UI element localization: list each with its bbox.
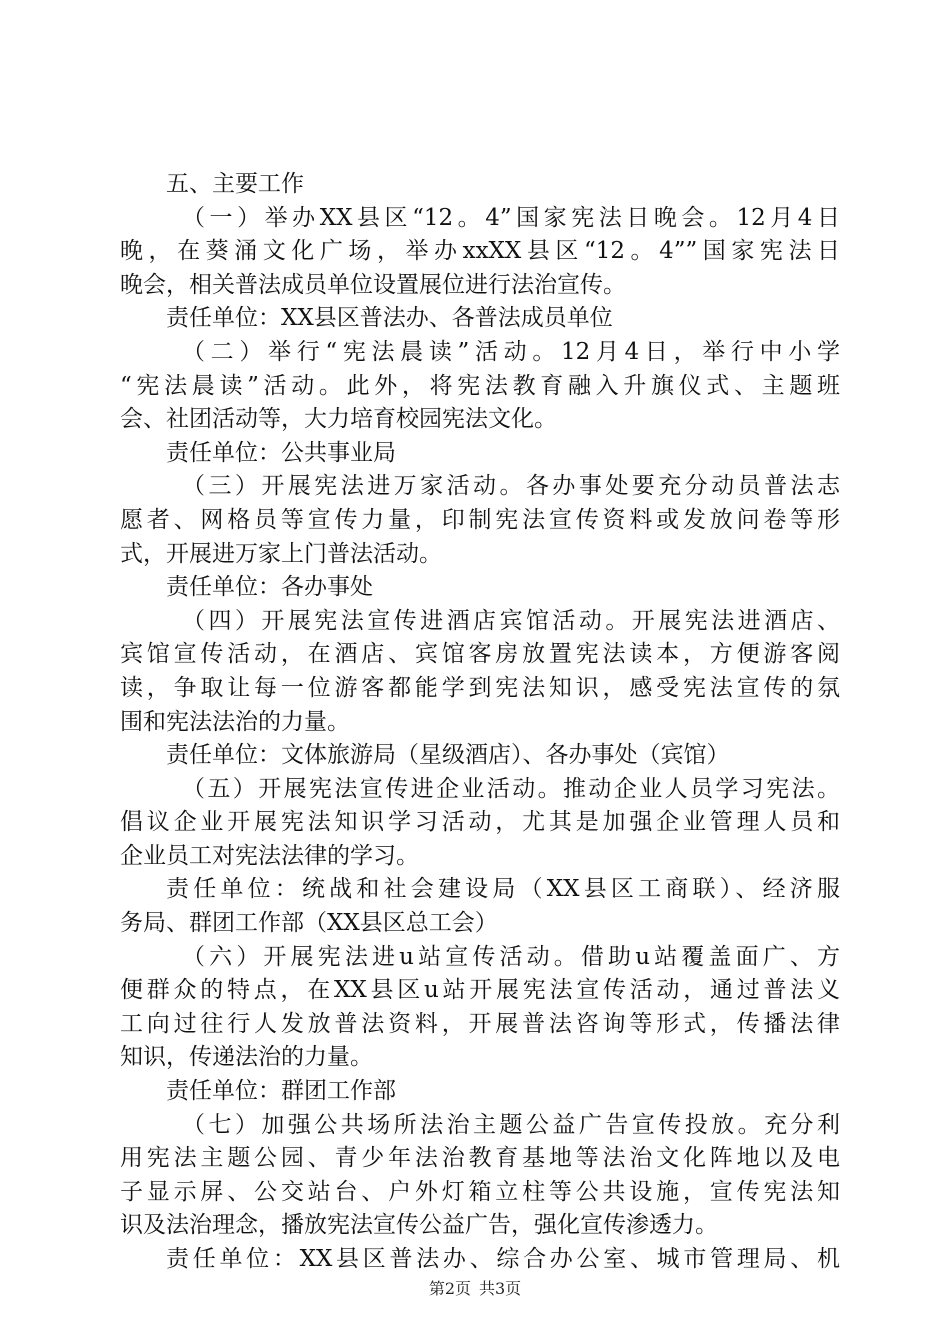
text-line: 晚会，相关普法成员单位设置展位进行法治宣传。 [120, 271, 626, 298]
text-line: 愿者、网格员等宣传力量，印制宪法宣传资料或发放问卷等形 [120, 506, 840, 533]
text-line: 会、社团活动等，大力培育校园宪法文化。 [120, 406, 557, 433]
text-line: “宪法晨读”活动。此外，将宪法教育融入升旗仪式、主题班 [120, 372, 840, 399]
text-line: 子显示屏、公交站台、户外灯箱立柱等公共设施，宣传宪法知 [120, 1178, 840, 1205]
page-number: 第2页 [428, 1279, 471, 1298]
text-line: （七）加强公共场所法治主题公益广告宣传投放。充分利 [182, 1111, 840, 1138]
text-line: 便群众的特点，在XX县区u站开展宪法宣传活动，通过普法义 [120, 977, 840, 1004]
text-line: 责任单位：XX县区普法办、综合办公室、城市管理局、机 [166, 1246, 840, 1272]
text-line: （二）举行“宪法晨读”活动。12月4日，举行中小学 [182, 338, 840, 365]
text-line: 务局、群团工作部（XX县区总工会） [120, 910, 498, 937]
page-footer [0, 1279, 950, 1299]
text-line: 企业员工对宪法法律的学习。 [120, 842, 419, 869]
text-line: 晚，在葵涌文化广场，举办xxXX县区“12。4””国家宪法日 [120, 238, 840, 265]
text-line: 责任单位：XX县区普法办、各普法成员单位 [166, 305, 613, 332]
text-line: 用宪法主题公园、青少年法治教育基地等法治文化阵地以及电 [120, 1145, 840, 1172]
text-line: 五、主要工作 [166, 171, 304, 197]
text-line: 责任单位：群团工作部 [166, 1078, 396, 1105]
text-line: 倡议企业开展宪法知识学习活动，尤其是加强企业管理人员和 [120, 809, 840, 836]
text-line: （四）开展宪法宣传进酒店宾馆活动。开展宪法进酒店、 [182, 607, 840, 634]
text-line: （五）开展宪法宣传进企业活动。推动企业人员学习宪法。 [182, 775, 840, 802]
text-line: 宾馆宣传活动，在酒店、宾馆客房放置宪法读本，方便游客阅 [120, 641, 840, 668]
text-line: 责任单位：各办事处 [166, 574, 373, 601]
text-line: 围和宪法法治的力量。 [120, 708, 350, 735]
document-body [120, 168, 840, 1277]
text-line: 工向过往行人发放普法资料，开展普法咨询等形式，传播法律 [120, 1010, 840, 1037]
text-line: 式，开展进万家上门普法活动。 [120, 540, 442, 567]
text-line: 责任单位：公共事业局 [166, 439, 396, 466]
text-line: 责任单位：统战和社会建设局（XX县区工商联）、经济服 [166, 876, 840, 903]
page-total: 共3页 [479, 1279, 522, 1298]
text-line: 读，争取让每一位游客都能学到宪法知识，感受宪法宣传的氛 [120, 674, 840, 701]
text-line: （三）开展宪法进万家活动。各办事处要充分动员普法志 [182, 473, 840, 500]
text-line: 知识，传递法治的力量。 [120, 1044, 373, 1071]
text-line: 责任单位：文体旅游局（星级酒店）、各办事处（宾馆） [166, 742, 730, 769]
text-line: 识及法治理念，播放宪法宣传公益广告，强化宣传渗透力。 [120, 1212, 718, 1239]
text-line: （六）开展宪法进u站宣传活动。借助u站覆盖面广、方 [182, 943, 840, 970]
text-line: （一）举办XX县区“12。4”国家宪法日晚会。12月4日 [182, 204, 840, 231]
